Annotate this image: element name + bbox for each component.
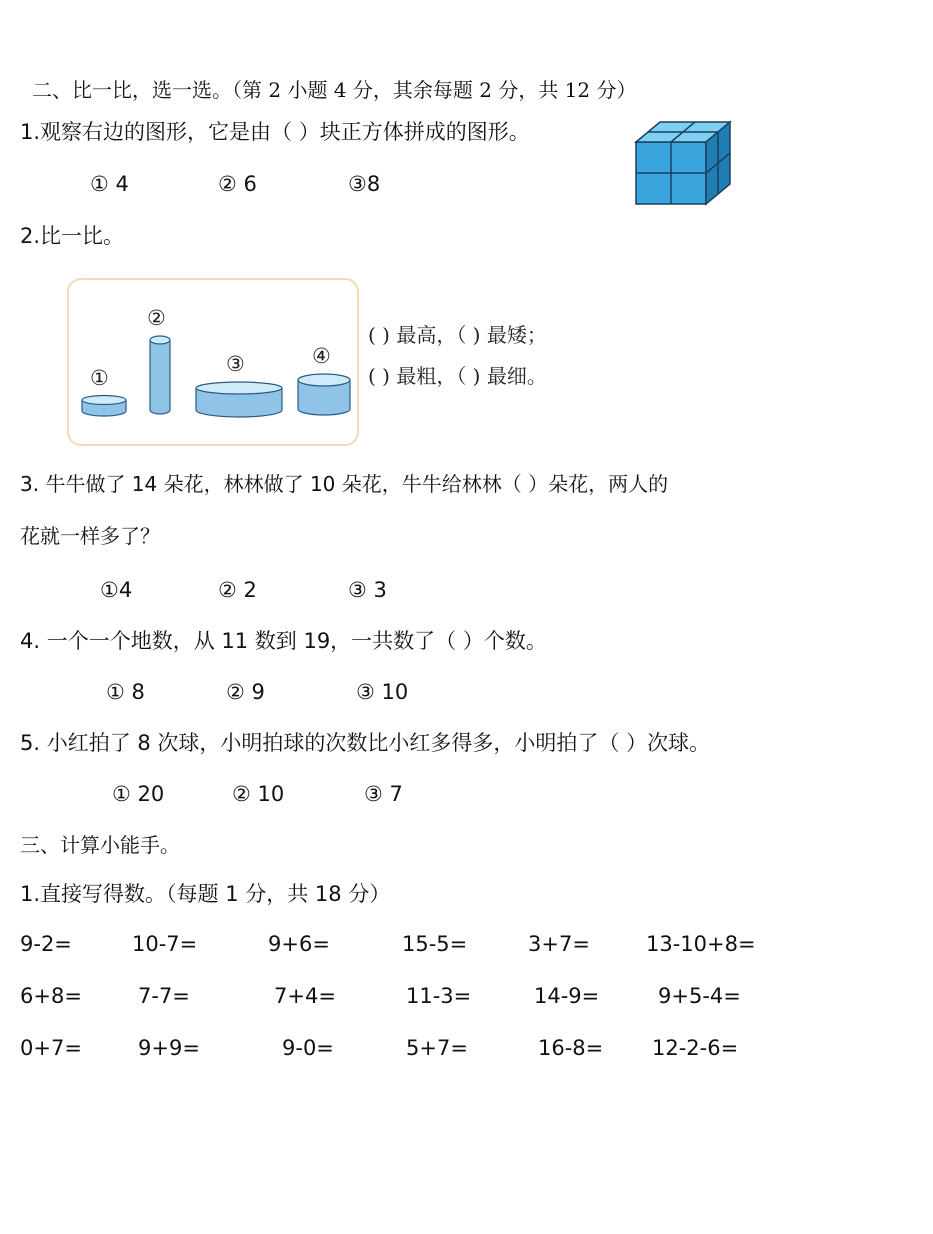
equation: 9+5-4= xyxy=(658,984,741,1008)
question-2-text: 2.比一比。 xyxy=(20,224,125,248)
cylinder-4 xyxy=(296,372,352,418)
equation: 16-8= xyxy=(538,1036,604,1060)
equation: 9+9= xyxy=(138,1036,200,1060)
equation: 3+7= xyxy=(528,932,590,956)
equation: 11-3= xyxy=(406,984,472,1008)
cylinder-2-label: ② xyxy=(147,306,166,330)
question-3-option-1[interactable]: ①4 xyxy=(100,578,133,602)
equation: 5+7= xyxy=(406,1036,468,1060)
question-1-option-3[interactable]: ③8 xyxy=(348,172,381,196)
equation: 0+7= xyxy=(20,1036,82,1060)
cylinder-4-label: ④ xyxy=(312,344,331,368)
cylinder-1-label: ① xyxy=(90,366,109,390)
question-5-option-2[interactable]: ② 10 xyxy=(232,782,285,806)
question-2-line-2: ( ) 最粗，（ ) 最细。 xyxy=(368,364,547,388)
question-5-option-1[interactable]: ① 20 xyxy=(112,782,165,806)
equation: 14-9= xyxy=(534,984,600,1008)
question-1-option-2[interactable]: ② 6 xyxy=(218,172,257,196)
equation: 6+8= xyxy=(20,984,82,1008)
equation: 15-5= xyxy=(402,932,468,956)
question-4-option-3[interactable]: ③ 10 xyxy=(356,680,409,704)
equation: 13-10+8= xyxy=(646,932,756,956)
section-heading: 二、比一比，选一选。（第 2 小题 4 分，其余每题 2 分，共 12 分） xyxy=(32,78,637,102)
question-5-option-3[interactable]: ③ 7 xyxy=(364,782,403,806)
question-3-text-line-2: 花就一样多了？ xyxy=(20,524,160,548)
cylinder-1 xyxy=(80,394,128,418)
question-3-text-line-1: 3. 牛牛做了 14 朵花，林林做了 10 朵花，牛牛给林林（ ）朵花，两人的 xyxy=(20,472,669,496)
equation: 7-7= xyxy=(138,984,190,1008)
cube-figure xyxy=(634,120,732,206)
equation: 10-7= xyxy=(132,932,198,956)
cylinder-3-label: ③ xyxy=(226,352,245,376)
cylinder-3 xyxy=(194,380,284,420)
question-2-line-1: ( ) 最高，（ ) 最矮； xyxy=(368,323,547,347)
equation: 12-2-6= xyxy=(652,1036,739,1060)
question-1-text: 1.观察右边的图形，它是由（ ）块正方体拼成的图形。 xyxy=(20,120,530,144)
section-3-sub-heading: 1.直接写得数。（每题 1 分，共 18 分） xyxy=(20,882,391,906)
question-4-option-1[interactable]: ① 8 xyxy=(106,680,145,704)
equation: 9-2= xyxy=(20,932,72,956)
equation: 9-0= xyxy=(282,1036,334,1060)
question-5-text: 5. 小红拍了 8 次球，小明拍球的次数比小红多得多，小明拍了（ ）次球。 xyxy=(20,731,711,755)
question-3-option-2[interactable]: ② 2 xyxy=(218,578,257,602)
section-3-heading: 三、计算小能手。 xyxy=(20,833,180,857)
question-1-option-1[interactable]: ① 4 xyxy=(90,172,129,196)
question-3-option-3[interactable]: ③ 3 xyxy=(348,578,387,602)
equation: 7+4= xyxy=(274,984,336,1008)
question-4-option-2[interactable]: ② 9 xyxy=(226,680,265,704)
cylinder-2 xyxy=(146,334,174,418)
equation: 9+6= xyxy=(268,932,330,956)
question-4-text: 4. 一个一个地数，从 11 数到 19，一共数了（ ）个数。 xyxy=(20,629,547,653)
